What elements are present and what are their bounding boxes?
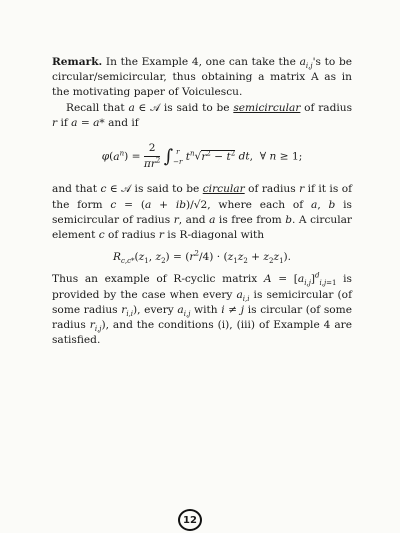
semicircular-moment-formula: $\varphi(a^n)$ = $\frac{2}{\pi r^2}$ ∫ r −r $t^n√r^2 - t^2$ dt, ∀ n ≥ 1; xyxy=(101,142,303,171)
r-transform-formula: $R_{c,c*}(z_1$, $z_2) = (r^2/4) \cdot (z_1z_2 + z_2z_1)$. xyxy=(112,249,292,266)
example-paragraph: Thus an example of R-cyclic matrix $A = [a_{i,j}]^d_{i,j=1}$ is provided by the case when every $a_{i,i}$ is semicircular (of some radius $r_{i,i}$), every $a_{i,j}$ with i ≠ j is circular (of some radius $r_{i,j}$), and the conditions (i), (iii) of Example 4 are satisfied. xyxy=(52,271,352,347)
remark-paragraph: Remark. In the Example 4, one can take the $a_{i,j}'s$ to be circular/semicircular, thus obtaining a matrix A as in the motivating paper of Voiculescu. xyxy=(52,56,352,99)
page-number: 12 xyxy=(178,509,202,531)
circular-paragraph: and that c ∈ 𝒜 is said to be circular of radius r if it is of the form c = (a + ib)/√2, where each of a, b is semicircular of radius r, and a is free from b. A circular element c of radius r is R-diagonal with xyxy=(52,183,352,242)
recall-paragraph: Recall that a ∈ 𝒜 is said to be semicircular of radius r if a = a* and if xyxy=(52,101,353,129)
remark-text xyxy=(52,55,352,348)
term-circular: circular xyxy=(202,183,245,196)
remark-paragraph-tail: be circular/semicircular, thus obtaining a matrix A as in the motivating paper of Voiculescu. xyxy=(52,56,352,99)
remark-label: Remark. xyxy=(52,56,103,68)
term-semicircular: semicircular xyxy=(233,101,301,114)
